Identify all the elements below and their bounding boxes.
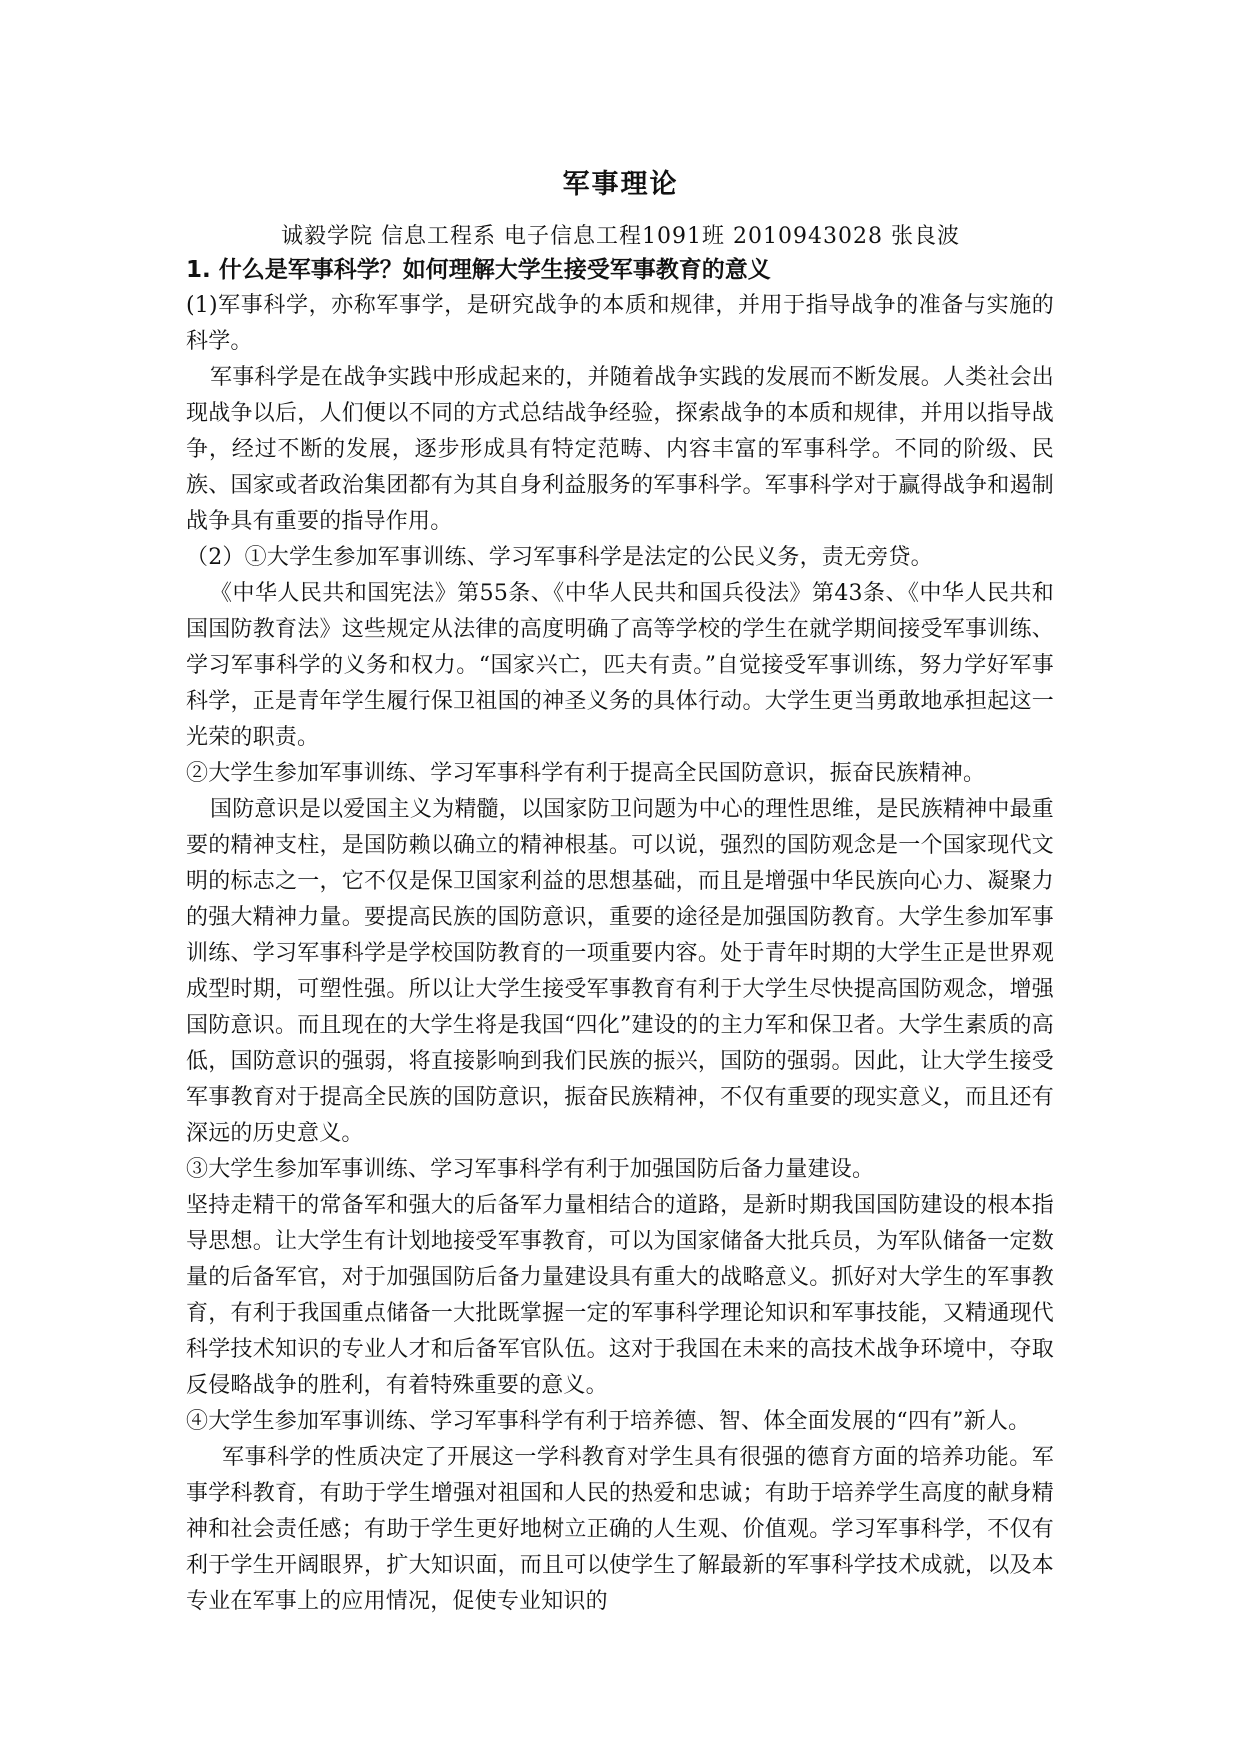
paragraph-point-1-heading: （2）①大学生参加军事训练、学习军事科学是法定的公民义务，责无旁贷。 bbox=[186, 545, 933, 570]
paragraph-definition: (1)军事科学，亦称军事学，是研究战争的本质和规律，并用于指导战争的准备与实施的科学。 bbox=[186, 293, 1054, 354]
author-byline: 诚毅学院 信息工程系 电子信息工程1091班 2010943028 张良波 bbox=[281, 224, 960, 249]
paragraph-point-3-body: 坚持走精干的常备军和强大的后备军力量相结合的道路，是新时期我国国防建设的根本指导思想。让大学生有计划地接受军事教育，可以为国家储备大批兵员，为军队储备一定数量的后备军官，对于加强国防后备力量建设具有重大的战略意义。抓好对大学生的军事教育，有利于我国重点储备一大批既掌握一定的军事科学理论知识和军事技能，又精通现代科学技术知识的专业人才和后备军官队伍。这对于我国在未来的高技术战争环境中，夺取反侵略战争的胜利，有着特殊重要的意义。 bbox=[186, 1193, 1054, 1398]
paragraph-point-4-heading: ④大学生参加军事训练、学习军事科学有利于培养德、智、体全面发展的“四有”新人。 bbox=[186, 1409, 1031, 1434]
paragraph-point-3-heading: ③大学生参加军事训练、学习军事科学有利于加强国防后备力量建设。 bbox=[186, 1157, 875, 1182]
document-body bbox=[186, 252, 1054, 1620]
paragraph-point-2-body: 国防意识是以爱国主义为精髓，以国家防卫问题为中心的理性思维，是民族精神中最重要的精神支柱，是国防赖以确立的精神根基。可以说，强烈的国防观念是一个国家现代文明的标志之一，它不仅是保卫国家利益的思想基础，而且是增强中华民族向心力、凝聚力的强大精神力量。要提高民族的国防意识，重要的途径是加强国防教育。大学生参加军事训练、学习军事科学是学校国防教育的一项重要内容。处于青年时期的大学生正是世界观成型时期，可塑性强。所以让大学生接受军事教育有利于大学生尽快提高国防观念，增强国防意识。而且现在的大学生将是我国“四化”建设的的主力军和保卫者。大学生素质的高低，国防意识的强弱，将直接影响到我们民族的振兴，国防的强弱。因此，让大学生接受军事教育对于提高全民族的国防意识，振奋民族精神，不仅有重要的现实意义，而且还有深远的历史意义。 bbox=[186, 797, 1054, 1146]
document-title: 军事理论 bbox=[562, 169, 679, 200]
paragraph-point-1-body: 《中华人民共和国宪法》第55条、《中华人民共和国兵役法》第43条、《中华人民共和国国防教育法》这些规定从法律的高度明确了高等学校的学生在就学期间接受军事训练、学习军事科学的义务和权力。“国家兴亡，匹夫有责。”自觉接受军事训练，努力学好军事科学，正是青年学生履行保卫祖国的神圣义务的具体行动。大学生更当勇敢地承担起这一光荣的职责。 bbox=[186, 581, 1054, 750]
paragraph-point-4-body: 军事科学的性质决定了开展这一学科教育对学生具有很强的德育方面的培养功能。军事学科教育，有助于学生增强对祖国和人民的热爱和忠诚；有助于培养学生高度的献身精神和社会责任感；有助于学生更好地树立正确的人生观、价值观。学习军事科学，不仅有利于学生开阔眼界，扩大知识面，而且可以使学生了解最新的军事科学技术成就，以及本专业在军事上的应用情况，促使专业知识的 bbox=[186, 1445, 1054, 1614]
paragraph-point-2-heading: ②大学生参加军事训练、学习军事科学有利于提高全民国防意识，振奋民族精神。 bbox=[186, 761, 986, 786]
question-heading: 1. 什么是军事科学？如何理解大学生接受军事教育的意义 bbox=[186, 257, 771, 283]
paragraph-development: 军事科学是在战争实践中形成起来的，并随着战争实践的发展而不断发展。人类社会出现战争以后，人们便以不同的方式总结战争经验，探索战争的本质和规律，并用以指导战争，经过不断的发展，逐步形成具有特定范畴、内容丰富的军事科学。不同的阶级、民族、国家或者政治集团都有为其自身利益服务的军事科学。军事科学对于赢得战争和遏制战争具有重要的指导作用。 bbox=[186, 365, 1054, 534]
